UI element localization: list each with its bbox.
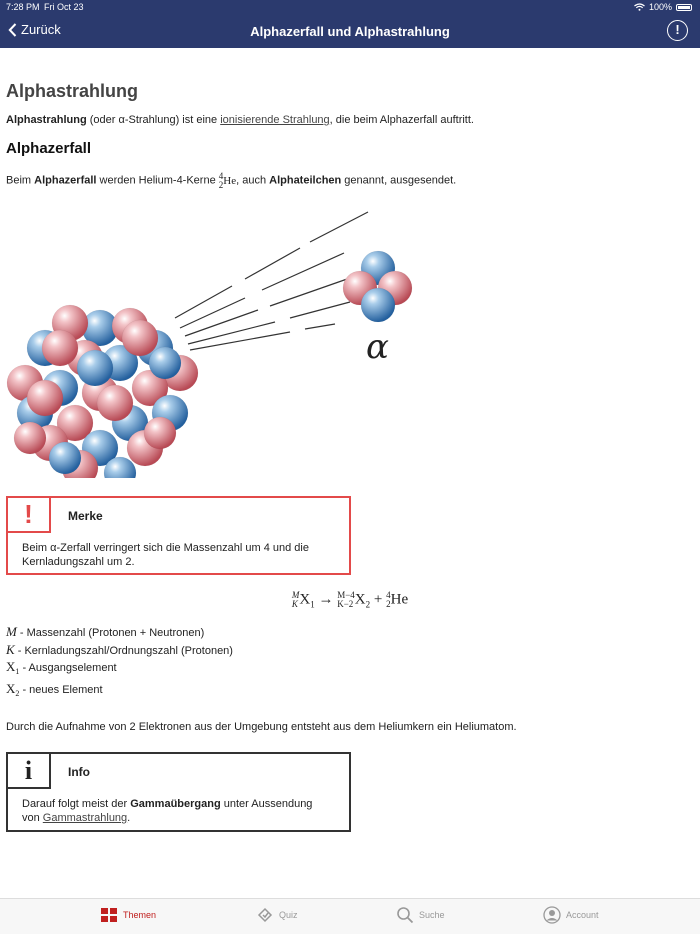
tab-label: Suche xyxy=(419,910,445,920)
info-term: Gammaübergang xyxy=(130,798,221,810)
intro-term: Alphastrahlung xyxy=(6,114,87,126)
alpha-label: α xyxy=(366,327,389,367)
quiz-icon xyxy=(256,906,274,924)
decay-formula xyxy=(0,591,700,609)
para2-term1: Alphazerfall xyxy=(34,174,97,187)
legend-text: - Kernladungszahl/Ordnungszahl (Protonen) xyxy=(14,644,233,657)
legend-symbol: X xyxy=(6,659,16,674)
legend-symbol: M xyxy=(6,624,17,639)
formula-legend xyxy=(6,624,233,702)
status-date: Fri Oct 23 xyxy=(44,2,84,12)
alpha-particle xyxy=(343,251,412,322)
legend-sub: 2 xyxy=(15,688,20,698)
he-symbol: He xyxy=(223,174,237,187)
legend-sub: 1 xyxy=(15,667,20,677)
tab-label: Account xyxy=(566,910,599,920)
info-icon: i xyxy=(8,754,51,789)
formula-x1-sub: 1 xyxy=(310,599,315,610)
ionizing-radiation-link[interactable]: ionisierende Strahlung xyxy=(220,114,330,126)
nav-title: Alphazerfall und Alphastrahlung xyxy=(250,24,450,39)
search-icon xyxy=(396,906,414,924)
formula-he: He xyxy=(390,591,409,608)
merke-heading: Merke xyxy=(68,509,103,523)
formula-arrow: → xyxy=(318,591,334,608)
merke-box xyxy=(6,496,351,575)
para2-text-b: werden Helium-4-Kerne xyxy=(96,174,219,187)
tab-label: Themen xyxy=(123,910,157,920)
legend-item xyxy=(6,624,233,642)
intro-paragraph xyxy=(6,114,474,126)
helium-atom-paragraph: Durch die Aufnahme von 2 Elektronen aus der Umgebung entsteht aus dem Heliumkern ein Heliumatom. xyxy=(6,721,517,733)
legend-symbol: X xyxy=(6,680,16,696)
formula-k-minus: K−2 xyxy=(337,599,354,609)
formula-k: K xyxy=(291,599,298,609)
he-mass: 4 xyxy=(218,171,224,181)
status-time: 7:28 PM xyxy=(6,2,40,12)
formula-m-minus: M−4 xyxy=(337,590,355,600)
motion-lines xyxy=(175,212,368,350)
legend-item xyxy=(6,681,233,703)
tab-account[interactable] xyxy=(543,906,599,924)
tab-bar xyxy=(0,898,700,934)
formula-x2: X xyxy=(354,591,366,608)
legend-text: - Massenzahl (Protonen + Neutronen) xyxy=(16,627,205,639)
he-charge: 2 xyxy=(218,180,224,190)
gamma-radiation-link[interactable]: Gammastrahlung xyxy=(42,812,128,824)
helium-notation xyxy=(218,171,237,190)
legend-item xyxy=(6,642,233,660)
status-bar xyxy=(0,0,700,14)
formula-x1: X xyxy=(299,591,311,608)
para2-text-c: , auch xyxy=(236,174,270,187)
info-box xyxy=(6,752,351,832)
exclamation-icon: ! xyxy=(8,498,51,533)
alert-icon[interactable]: ! xyxy=(667,20,688,41)
wifi-icon xyxy=(634,3,645,11)
para2-text-d: genannt, ausgesendet. xyxy=(341,174,457,187)
page-title: Alphastrahlung xyxy=(6,81,139,101)
merke-body: Beim α-Zerfall verringert sich die Massenzahl um 4 und die Kernladungszahl um 2. xyxy=(22,542,309,568)
alpha-decay-paragraph xyxy=(6,172,456,190)
formula-m: M xyxy=(291,590,300,600)
tab-themen[interactable] xyxy=(100,906,156,924)
info-body xyxy=(22,797,329,825)
article-content xyxy=(0,48,700,898)
section-title: Alphazerfall xyxy=(6,140,92,157)
alpha-decay-illustration xyxy=(0,198,430,478)
legend-text: - Ausgangselement xyxy=(19,662,117,674)
info-heading: Info xyxy=(68,765,90,779)
intro-text-b: , die beim Alphazerfall auftritt. xyxy=(329,114,474,126)
back-label: Zurück xyxy=(21,22,61,37)
para2-text-a: Beim xyxy=(6,174,35,187)
formula-x2-sub: 2 xyxy=(365,599,371,610)
formula-plus: + xyxy=(373,591,383,608)
legend-symbol: K xyxy=(6,641,15,657)
info-text-a: Darauf folgt meist der xyxy=(22,798,131,810)
para2-term2: Alphateilchen xyxy=(269,174,342,187)
tab-suche[interactable] xyxy=(396,906,445,924)
nucleus xyxy=(7,305,198,478)
info-text-c: . xyxy=(127,812,131,824)
legend-item xyxy=(6,659,233,681)
account-icon xyxy=(543,906,561,924)
tab-label: Quiz xyxy=(279,910,298,920)
book-icon xyxy=(100,906,118,924)
intro-text-a: (oder α-Strahlung) ist eine xyxy=(86,114,221,126)
battery-percent: 100% xyxy=(648,2,672,12)
nav-bar xyxy=(0,14,700,48)
info-text-b: unter Aussendung von xyxy=(22,798,313,824)
battery-icon xyxy=(676,4,692,11)
legend-text: - neues Element xyxy=(19,683,103,696)
tab-quiz[interactable] xyxy=(256,906,298,924)
formula-he-mass: 4 xyxy=(386,590,391,600)
formula-he-charge: 2 xyxy=(386,599,391,609)
status-right xyxy=(634,2,692,12)
